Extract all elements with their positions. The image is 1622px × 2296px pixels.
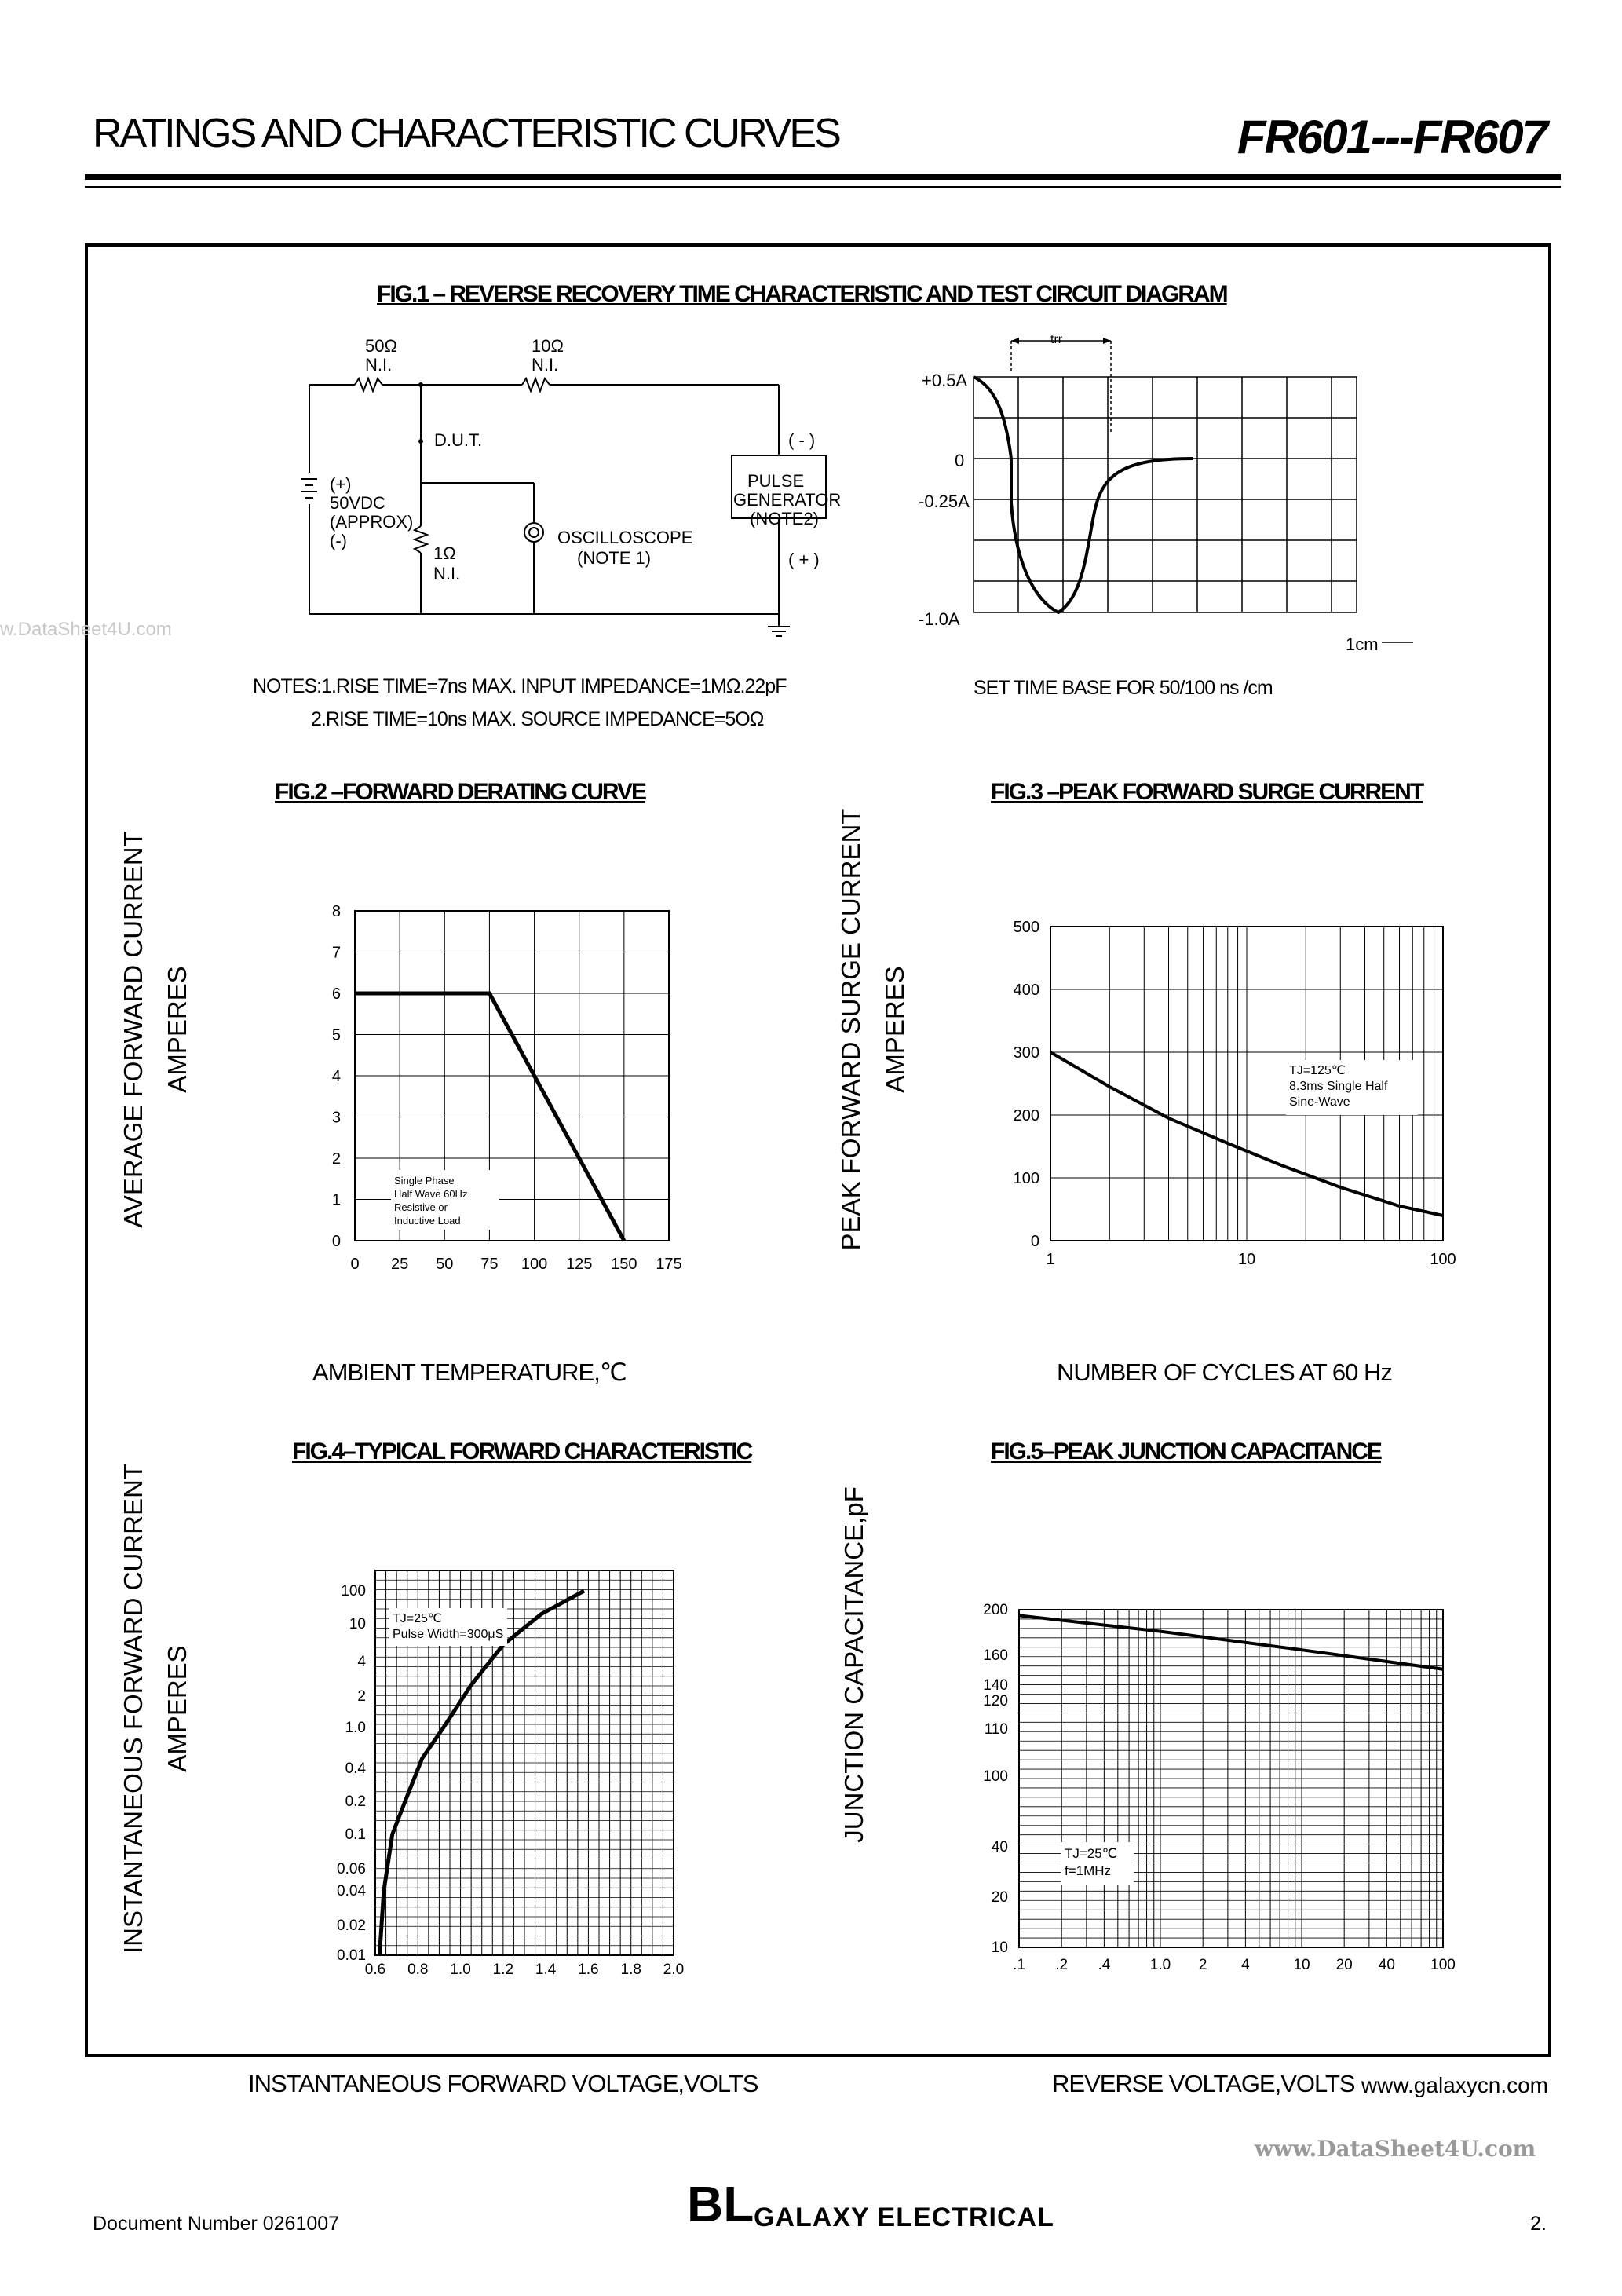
fig1-note-2: 2.RISE TIME=10ns MAX. SOURCE IMPEDANCE=5OΩ [311, 708, 764, 730]
one-cm-label: 1cm [1343, 634, 1382, 655]
fig3-note-line: TJ=125℃ [1289, 1064, 1346, 1077]
fig5-y-tick: 110 [984, 1721, 1008, 1738]
fig4-x-axis-label: INSTANTANEOUS FORWARD VOLTAGE,VOLTS [248, 2070, 758, 2097]
fig4-y-tick: 0.1 [345, 1826, 366, 1843]
fig4-y-tick: 1.0 [345, 1720, 366, 1736]
fig1-waveform-grid [926, 330, 1397, 612]
fig4-y-axis-label: INSTANTANEOUS FORWARD CURRENT AMPERES [119, 1464, 192, 1954]
company-name: GALAXY ELECTRICAL [754, 2203, 1054, 2232]
page-number: 2. [1530, 2213, 1547, 2235]
fig2-y-tick: 6 [331, 985, 341, 1003]
resistor-10-value: 10Ω [532, 336, 564, 356]
supply-approx: (APPROX) [330, 512, 414, 532]
fig3-y-tick: 300 [1013, 1044, 1039, 1062]
fig2-note-line: Half Wave 60Hz [394, 1188, 468, 1200]
footer-watermark: www.DataSheet4U.com [1255, 2136, 1536, 2162]
fig3-x-tick: 10 [1237, 1251, 1256, 1268]
fig5-x-tick: 10 [1293, 1957, 1310, 1973]
oscilloscope-note: (NOTE 1) [577, 548, 652, 568]
pulse-generator-line3: (NOTE2) [750, 509, 819, 528]
resistor-10-note: N.I. [532, 355, 559, 375]
fig4-y-tick: 4 [357, 1654, 366, 1670]
company-logo: BL [687, 2176, 754, 2232]
fig3-y-tick: 200 [1013, 1107, 1039, 1124]
pulse-generator-line2: GENERATOR [733, 490, 842, 510]
fig3-x-axis-label: NUMBER OF CYCLES AT 60 Hz [1057, 1358, 1392, 1386]
fig5-x-tick: 4 [1241, 1957, 1250, 1973]
fig4-x-tick: 0.6 [364, 1961, 386, 1978]
fig4-chart [298, 1539, 738, 1994]
fig4-x-tick: 1.2 [492, 1961, 514, 1978]
fig2-y-tick: 1 [331, 1191, 341, 1209]
wave-level-zero: 0 [955, 451, 965, 470]
fig4-x-tick: 1.8 [620, 1961, 641, 1978]
part-number: FR601---FR607 [1237, 111, 1547, 163]
fig1-note-1: NOTES:1.RISE TIME=7ns MAX. INPUT IMPEDANCE=1MΩ.22pF [253, 675, 787, 697]
fig5-x-tick: 1.0 [1149, 1957, 1171, 1973]
fig2-x-tick: 100 [521, 1256, 548, 1273]
fig2-y-axis-label: AVERAGE FORWARD CURRENT AMPERES [119, 831, 192, 1228]
fig3-y-tick: 0 [1030, 1233, 1039, 1250]
fig4-title: FIG.4–TYPICAL FORWARD CHARACTERISTIC [292, 1439, 752, 1464]
fig2-y-tick: 8 [331, 903, 341, 920]
fig3-chart [974, 879, 1460, 1272]
fig2-y-tick: 4 [331, 1068, 341, 1085]
wave-level-minus-one: -1.0A [919, 609, 960, 629]
header-rule-thick [85, 174, 1561, 180]
dut-label: D.U.T. [434, 430, 483, 450]
fig4-x-tick: 1.0 [450, 1961, 471, 1978]
pulse-plus: ( + ) [788, 550, 820, 569]
fig3-x-tick: 1 [1046, 1251, 1055, 1268]
watermark-left: w.DataSheet4U.com [0, 619, 172, 640]
fig2-chart [298, 879, 738, 1272]
wave-level-plus-half: +0.5A [922, 371, 968, 390]
fig2-x-tick: 75 [480, 1256, 499, 1273]
timebase-label: SET TIME BASE FOR 50/100 ns /cm [974, 677, 1273, 699]
fig2-x-tick: 150 [611, 1256, 637, 1273]
fig3-title: FIG.3 –PEAK FORWARD SURGE CURRENT [991, 779, 1423, 805]
supply-minus: (-) [330, 531, 347, 550]
wave-level-minus-quarter: -0.25A [919, 492, 970, 511]
fig5-note-line: f=1MHz [1065, 1863, 1112, 1878]
pulse-minus: ( - ) [788, 430, 816, 450]
resistor-50-note: N.I. [365, 355, 393, 375]
fig5-y-tick: 120 [983, 1693, 1008, 1709]
fig5-y-tick: 160 [983, 1647, 1008, 1664]
fig2-x-axis-label: AMBIENT TEMPERATURE,℃ [312, 1358, 627, 1386]
pulse-generator-line1: PULSE [747, 471, 805, 491]
fig4-y-tick: 0.4 [345, 1760, 366, 1777]
oscilloscope-label: OSCILLOSCOPE [557, 528, 693, 547]
fig2-note-line: Single Phase [394, 1175, 455, 1186]
fig4-y-tick: 100 [341, 1583, 366, 1600]
fig2-x-tick: 25 [391, 1256, 409, 1273]
fig2-note-line: Resistive or [394, 1201, 448, 1213]
fig5-capacitance-curve [1019, 1615, 1443, 1669]
fig3-y-tick: 100 [1013, 1170, 1039, 1187]
fig2-note-line: Inductive Load [394, 1215, 461, 1227]
fig5-chart [974, 1578, 1460, 2002]
fig2-title: FIG.2 –FORWARD DERATING CURVE [275, 779, 646, 805]
fig4-y-tick: 10 [349, 1616, 366, 1632]
fig5-x-tick: 20 [1335, 1957, 1353, 1973]
fig3-y-axis-label: PEAK FORWARD SURGE CURRENT AMPERES [836, 808, 909, 1251]
document-number: Document Number 0261007 [93, 2213, 340, 2235]
page-title: RATINGS AND CHARACTERISTIC CURVES [93, 111, 839, 156]
fig4-x-tick: 1.6 [578, 1961, 599, 1978]
fig3-note-line: Sine-Wave [1289, 1095, 1350, 1109]
fig4-y-tick: 0.02 [337, 1918, 366, 1934]
fig4-y-tick: 0.01 [337, 1947, 366, 1964]
fig5-y-tick: 140 [983, 1677, 1008, 1694]
fig2-y-tick: 0 [331, 1233, 341, 1250]
fig2-x-tick: 175 [656, 1256, 682, 1273]
fig1-title: FIG.1 – REVERSE RECOVERY TIME CHARACTERISTIC AND TEST CIRCUIT DIAGRAM [377, 281, 1227, 307]
fig4-y-tick: 2 [357, 1688, 366, 1705]
fig5-x-tick: 2 [1198, 1957, 1207, 1973]
fig5-x-tick: .2 [1055, 1957, 1069, 1973]
supply-voltage: 50VDC [330, 493, 385, 513]
fig2-y-tick: 7 [331, 944, 341, 962]
fig5-y-tick: 100 [983, 1768, 1008, 1785]
fig2-y-tick: 5 [331, 1026, 341, 1044]
fig4-x-tick: 2.0 [663, 1961, 685, 1978]
fig2-x-tick: 0 [350, 1256, 360, 1273]
fig2-x-tick: 125 [566, 1256, 593, 1273]
fig5-y-axis-label: JUNCTION CAPACITANCE,pF [839, 1486, 868, 1843]
fig5-x-tick: 100 [1430, 1957, 1456, 1973]
fig4-note-line: TJ=25℃ [393, 1612, 442, 1625]
fig4-y-tick: 0.04 [337, 1883, 366, 1899]
fig5-y-tick: 20 [991, 1889, 1008, 1906]
fig5-note-line: TJ=25℃ [1065, 1846, 1117, 1861]
fig2-x-tick: 50 [436, 1256, 454, 1273]
supply-plus: (+) [330, 474, 352, 494]
fig5-y-tick: 40 [991, 1839, 1008, 1855]
fig5-y-tick: 10 [991, 1940, 1008, 1956]
fig5-x-axis-label: REVERSE VOLTAGE,VOLTS [1052, 2070, 1355, 2097]
fig1-circuit-diagram [298, 330, 1005, 691]
fig2-y-tick: 2 [331, 1150, 341, 1168]
fig4-y-tick: 0.06 [337, 1861, 366, 1877]
fig3-y-tick: 500 [1013, 919, 1039, 936]
header-rule-thin [85, 186, 1561, 188]
resistor-1-value: 1Ω [433, 543, 456, 563]
fig5-y-tick: 200 [983, 1602, 1008, 1618]
fig3-note-line: 8.3ms Single Half [1289, 1080, 1388, 1093]
fig5-x-tick: .4 [1098, 1957, 1111, 1973]
fig5-x-tick: .1 [1013, 1957, 1025, 1973]
fig3-y-tick: 400 [1013, 982, 1039, 999]
fig4-x-tick: 0.8 [407, 1961, 429, 1978]
fig3-x-tick: 100 [1430, 1251, 1456, 1268]
fig2-y-tick: 3 [331, 1109, 341, 1127]
fig4-y-tick: 0.2 [345, 1793, 366, 1810]
fig5-title: FIG.5–PEAK JUNCTION CAPACITANCE [991, 1439, 1381, 1464]
footer-website[interactable]: www.galaxycn.com [1361, 2073, 1548, 2097]
resistor-50-value: 50Ω [365, 336, 397, 356]
fig4-x-tick: 1.4 [535, 1961, 557, 1978]
resistor-1-note: N.I. [433, 564, 461, 583]
fig4-note-line: Pulse Width=300μS [393, 1628, 504, 1641]
trr-label: trr [1050, 333, 1063, 346]
fig5-x-tick: 40 [1378, 1957, 1395, 1973]
